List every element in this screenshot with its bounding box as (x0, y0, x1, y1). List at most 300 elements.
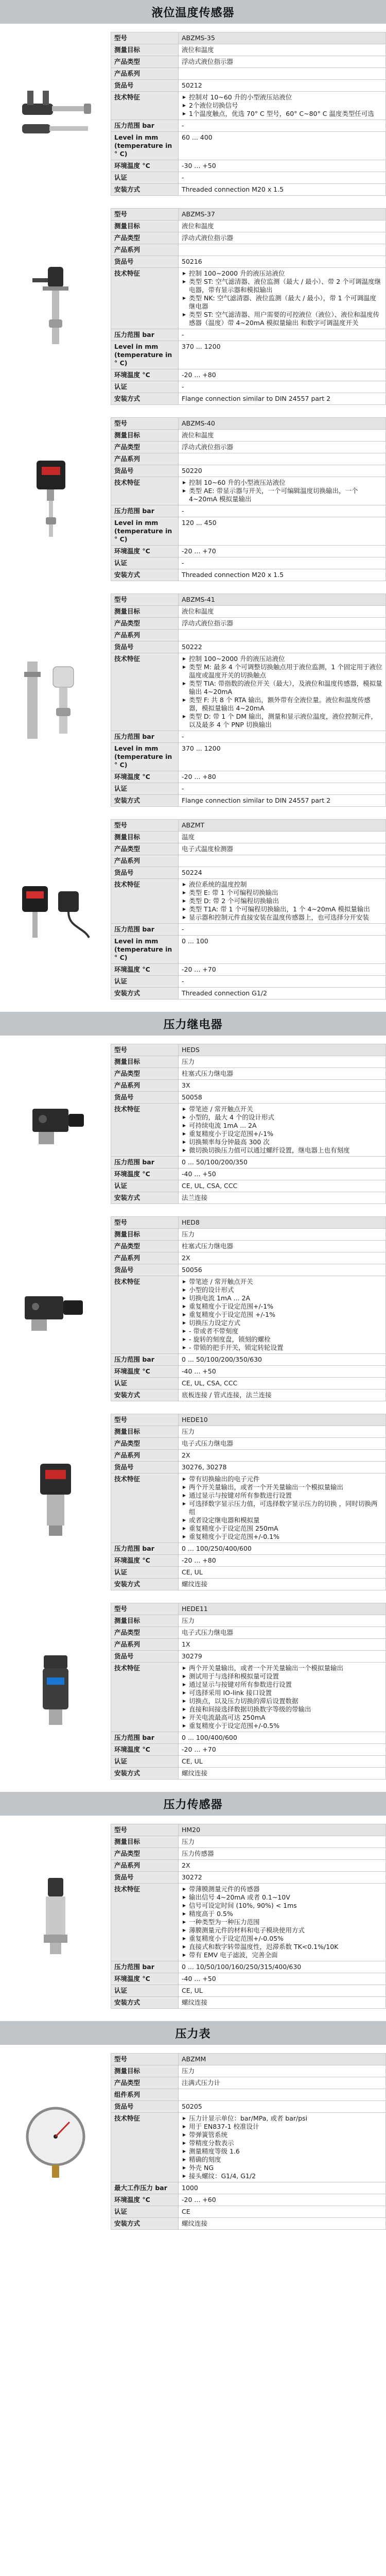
spec-value: CE, UL (179, 1985, 386, 1997)
spec-table (111, 594, 386, 807)
spec-key: 认证 (111, 1567, 179, 1579)
spec-key: 货品号 (111, 256, 179, 268)
feature-item: ▶ 带有切换输出的电子元件 (189, 1475, 382, 1483)
spec-row (111, 1744, 386, 1756)
spec-row (111, 232, 386, 244)
spec-row (111, 1768, 386, 1780)
spec-row (111, 641, 386, 653)
spec-key: Level in mm (temperature in ° C) (111, 517, 179, 546)
spec-row (111, 1872, 386, 1884)
spec-value: - (179, 557, 386, 569)
spec-row (111, 341, 386, 369)
spec-key: 安装方式 (111, 1192, 179, 1204)
spec-row (111, 2218, 386, 2230)
feature-item: ▶ 类型 AE: 带显示器与开关，一个可编辑温度切换输出，一个 4~20mA 模拟量输出 (189, 487, 382, 503)
feature-item: ▶ 控制 10~60 升的小型液压站液位 (189, 479, 382, 487)
spec-key: 测量目标 (111, 1615, 179, 1627)
spec-row (111, 1473, 386, 1543)
spec-value: -20 ... +80 (179, 1555, 386, 1567)
spec-row (111, 92, 386, 120)
spec-row (111, 618, 386, 630)
feature-item: ▶ 通过显示与按键对所有参数进行设置 (189, 1492, 382, 1500)
spec-row (111, 1276, 386, 1354)
spec-row (111, 1997, 386, 2009)
spec-key: 测量目标 (111, 221, 179, 232)
spec-row (111, 120, 386, 132)
spec-value: 法兰连接 (179, 1192, 386, 1204)
spec-key: 型号 (111, 209, 179, 221)
feature-item: ▶ 精确的刻度 (189, 2156, 382, 2164)
product-card (0, 417, 386, 581)
spec-row (111, 1651, 386, 1663)
spec-key: 环境温度 °C (111, 369, 179, 381)
spec-row (111, 1884, 386, 1961)
spec-value: 压力 (179, 1426, 386, 1438)
pressure-gauge-icon (0, 2053, 111, 2230)
feature-item: ▶ 显示器和控制元件直接安装在温度传感器上，也可选择分开安装 (189, 913, 382, 922)
spec-value: CE, UL, CSA, CCC (179, 1378, 386, 1389)
feature-item: ▶ 小型的设计形式 (189, 1286, 382, 1294)
spec-feature-list (179, 92, 386, 120)
spec-key: 认证 (111, 1180, 179, 1192)
spec-key: 货品号 (111, 1872, 179, 1884)
spec-row (111, 56, 386, 68)
spec-key: 认证 (111, 2206, 179, 2218)
spec-row (111, 2089, 386, 2101)
spec-row (111, 465, 386, 477)
spec-value: 螺纹连接 (179, 1997, 386, 2009)
spec-row (111, 795, 386, 807)
product-card (0, 1824, 386, 2009)
spec-row (111, 1663, 386, 1732)
product-card (0, 208, 386, 405)
feature-item: ▶ 类型 E: 带 1 个可编程切换输出 (189, 889, 382, 897)
spec-value: - (179, 329, 386, 341)
spec-key: 技术特征 (111, 1276, 179, 1354)
feature-item: ▶ - 旋转的刻度盘，锁刻的螺栓 (189, 1335, 382, 1344)
spec-value: 液位和温度 (179, 430, 386, 442)
spec-table (111, 1414, 386, 1590)
feature-item: ▶ 通过显示与按键对所有参数进行设置 (189, 1681, 382, 1689)
spec-key: 环境温度 °C (111, 964, 179, 976)
spec-value: 电子式温度检测器 (179, 843, 386, 855)
spec-key: 测量目标 (111, 832, 179, 843)
spec-key: 货品号 (111, 641, 179, 653)
spec-value (179, 855, 386, 867)
spec-value: 50224 (179, 867, 386, 879)
spec-row (111, 1836, 386, 1848)
spec-value: - (179, 924, 386, 936)
spec-value: 50222 (179, 641, 386, 653)
spec-key: 组件系列 (111, 2089, 179, 2101)
spec-row (111, 418, 386, 430)
spec-row (111, 1627, 386, 1639)
spec-key: 产品类型 (111, 843, 179, 855)
spec-value: 50212 (179, 80, 386, 92)
spec-row (111, 1543, 386, 1555)
spec-value: 30272 (179, 1872, 386, 1884)
spec-row (111, 1366, 386, 1378)
spec-table (111, 208, 386, 405)
spec-key: 压力范围 bar (111, 1157, 179, 1168)
spec-value: 螺纹连接 (179, 2218, 386, 2230)
spec-feature-list (179, 653, 386, 731)
spec-row (111, 1579, 386, 1590)
spec-value: - (179, 783, 386, 795)
spec-row (111, 2182, 386, 2194)
spec-key: 压力范围 bar (111, 731, 179, 743)
feature-item: ▶ 重复精度小于设定范围 250mA (189, 1524, 382, 1533)
feature-item: ▶ 切换压力设定方式 (189, 1319, 382, 1327)
spec-row (111, 1354, 386, 1366)
spec-row (111, 430, 386, 442)
spec-key: 环境温度 °C (111, 160, 179, 172)
spec-key: 测量目标 (111, 1229, 179, 1241)
spec-key: 技术特征 (111, 653, 179, 731)
spec-key: 安装方式 (111, 569, 179, 581)
spec-row (111, 783, 386, 795)
feature-item: ▶ 可持续电流 1mA ... 2A (189, 1122, 382, 1130)
spec-value: - (179, 172, 386, 184)
product-card (0, 32, 386, 196)
feature-item: ▶ 类型 M: 最多 4 个可调整切换触点用于液位监测，1 个固定用于液位温度或温度开关的切换触点 (189, 663, 382, 680)
spec-key: 安装方式 (111, 1579, 179, 1590)
spec-feature-list (179, 1104, 386, 1157)
spec-key: 压力范围 bar (111, 924, 179, 936)
spec-key: 型号 (111, 1414, 179, 1426)
spec-value: 注满式压力计 (179, 2077, 386, 2089)
feature-item: ▶ 精度高于 0.5% (189, 1910, 382, 1918)
feature-item: ▶ 类型 D: 带 1 个 DM 输出，测量和显示液位温度，液位控制元件，以及最多 4 个 PNP 切换输出 (189, 713, 382, 729)
spec-value: 液位和温度 (179, 606, 386, 618)
spec-key: 安装方式 (111, 1389, 179, 1401)
spec-key: 技术特征 (111, 92, 179, 120)
spec-value: 液位和温度 (179, 44, 386, 56)
spec-value: 2X (179, 1252, 386, 1264)
spec-value: -40 ... +50 (179, 1973, 386, 1985)
spec-value: 液位和温度 (179, 221, 386, 232)
spec-value: 0 ... 100/250/400/600 (179, 1543, 386, 1555)
spec-row (111, 1462, 386, 1473)
spec-key: 认证 (111, 1378, 179, 1389)
feature-item: ▶ 压力计显示单位：bar/MPa, 或者 bar/psi (189, 2114, 382, 2123)
feature-item: ▶ 薄膜测量元件的材料和电子模块使用方式 (189, 1926, 382, 1935)
spec-row (111, 221, 386, 232)
spec-value: 0 ... 100/400/600 (179, 1732, 386, 1744)
feature-item: ▶ 带笔迹 / 常开触点开关 (189, 1278, 382, 1286)
section-title: 液位温度传感器 (0, 0, 386, 24)
spec-row (111, 2054, 386, 2065)
spec-row (111, 2206, 386, 2218)
spec-key: 型号 (111, 594, 179, 606)
spec-key: 测量目标 (111, 1056, 179, 1068)
feature-item: ▶ 切换频率每分钟最高 300 次 (189, 1138, 382, 1146)
spec-row (111, 820, 386, 832)
spec-row (111, 976, 386, 988)
spec-row (111, 160, 386, 172)
feature-item: ▶ 重复精度小于设定范围+/-1% (189, 1302, 382, 1311)
feature-item: ▶ 带精度分数表示 (189, 2139, 382, 2147)
spec-row (111, 771, 386, 783)
spec-row (111, 924, 386, 936)
spec-key: 认证 (111, 976, 179, 988)
spec-value: CE, UL (179, 1567, 386, 1579)
spec-feature-list (179, 1663, 386, 1732)
spec-key: 环境温度 °C (111, 1744, 179, 1756)
feature-item: ▶ 重复精度小于设定范围 +/-1% (189, 1311, 382, 1319)
spec-row (111, 1068, 386, 1080)
spec-row (111, 988, 386, 999)
spec-row (111, 1961, 386, 1973)
spec-row (111, 1378, 386, 1389)
spec-row (111, 1192, 386, 1204)
spec-row (111, 1848, 386, 1860)
spec-value: -40 ... +50 (179, 1168, 386, 1180)
spec-value: Threaded connection G1/2 (179, 988, 386, 999)
spec-key: 货品号 (111, 867, 179, 879)
feature-item: ▶ 两个开关量输出，或者一个开关量输出一个模拟量输出 (189, 1664, 382, 1672)
spec-key: 测量目标 (111, 430, 179, 442)
feature-item: ▶ 类型 ST: 空气滤清器、液位监测（最大 / 最小）、带 2 个可调温度继电器，带有显示器和模拟输出 (189, 278, 382, 294)
spec-key: 安装方式 (111, 988, 179, 999)
feature-item: ▶ 输出信号 4~20mA 或者 0.1~10V (189, 1893, 382, 1902)
spec-key: 压力范围 bar (111, 1354, 179, 1366)
spec-value: - (179, 120, 386, 132)
feature-item: ▶ 带薄膜测量元件的传感器 (189, 1885, 382, 1893)
spec-feature-list (179, 1884, 386, 1961)
feature-item: ▶ 重复精度小于设定范围+/-0.05% (189, 1935, 382, 1943)
feature-item: ▶ 直接和间接选择数据切换数字等级的带输出 (189, 1705, 382, 1714)
feature-item: ▶ 重复精度小于设定范围+/-1% (189, 1130, 382, 1138)
spec-row (111, 743, 386, 771)
spec-key: 产品系列 (111, 453, 179, 465)
spec-key: 环境温度 °C (111, 1973, 179, 1985)
spec-row (111, 1756, 386, 1768)
spec-table (111, 417, 386, 581)
spec-key: 产品类型 (111, 618, 179, 630)
spec-value: 螺纹连接 (179, 1768, 386, 1780)
spec-key: 型号 (111, 1603, 179, 1615)
spec-value: ABZMS-40 (179, 418, 386, 430)
spec-row (111, 2065, 386, 2077)
spec-key: 认证 (111, 783, 179, 795)
spec-value: ABZMM (179, 2054, 386, 2065)
spec-row (111, 1639, 386, 1651)
spec-key: 型号 (111, 1824, 179, 1836)
spec-row (111, 1426, 386, 1438)
spec-key: 环境温度 °C (111, 1168, 179, 1180)
spec-key: 产品系列 (111, 855, 179, 867)
spec-row (111, 80, 386, 92)
spec-value: 浮动式液位指示器 (179, 442, 386, 453)
feature-item: ▶ 带笔迹 / 常开触点开关 (189, 1105, 382, 1113)
spec-value: Threaded connection M20 x 1.5 (179, 184, 386, 196)
spec-row (111, 453, 386, 465)
spec-row (111, 1080, 386, 1092)
feature-item: ▶ 测量精度等级 1.6 (189, 2147, 382, 2156)
spec-row (111, 879, 386, 924)
spec-key: 型号 (111, 418, 179, 430)
spec-key: 货品号 (111, 80, 179, 92)
compact-pressure-switch-icon (0, 1603, 111, 1780)
spec-row (111, 1389, 386, 1401)
spec-value: 1000 (179, 2182, 386, 2194)
spec-key: 技术特征 (111, 477, 179, 505)
spec-key: 技术特征 (111, 1473, 179, 1543)
spec-row (111, 1615, 386, 1627)
spec-key: 货品号 (111, 1092, 179, 1104)
spec-value: ABZMT (179, 820, 386, 832)
feature-item: ▶ 控制对 10~60 升的小型液压站液位 (189, 93, 382, 101)
spec-value: - (179, 976, 386, 988)
spec-row (111, 329, 386, 341)
spec-row (111, 369, 386, 381)
spec-value: 1X (179, 1639, 386, 1651)
spec-key: 安装方式 (111, 1997, 179, 2009)
spec-value (179, 630, 386, 641)
spec-row (111, 517, 386, 546)
spec-key: 型号 (111, 1217, 179, 1229)
electronic-pressure-switch-icon (0, 1414, 111, 1590)
spec-table (111, 1824, 386, 2009)
spec-row (111, 505, 386, 517)
spec-key: 产品系列 (111, 68, 179, 80)
spec-table (111, 1603, 386, 1780)
spec-key: 货品号 (111, 1651, 179, 1663)
spec-row (111, 1157, 386, 1168)
spec-value: ABZMS-35 (179, 32, 386, 44)
spec-feature-list (179, 1473, 386, 1543)
feature-item: ▶ 开关电流最高可达 250mA (189, 1714, 382, 1722)
spec-row (111, 1241, 386, 1252)
spec-key: 产品系列 (111, 1450, 179, 1462)
spec-row (111, 546, 386, 557)
spec-value: 370 ... 1200 (179, 341, 386, 369)
spec-feature-list (179, 268, 386, 329)
feature-item: ▶ 类型 F: 共 8 个 RTA 输出，额外带有全液位量。液位和温度传感器，模拟量输出 4~20mA (189, 696, 382, 713)
spec-key: 测量目标 (111, 606, 179, 618)
spec-key: 技术特征 (111, 2113, 179, 2182)
feature-item: ▶ 控制 100~2000 升的液压站液位 (189, 269, 382, 278)
spec-key: 产品类型 (111, 2077, 179, 2089)
spec-value: 3X (179, 1080, 386, 1092)
spec-value: - (179, 381, 386, 393)
spec-table (111, 32, 386, 196)
spec-value: Threaded connection M20 x 1.5 (179, 569, 386, 581)
spec-row (111, 184, 386, 196)
product-card (0, 2053, 386, 2230)
spec-feature-list (179, 2113, 386, 2182)
spec-key: 产品系列 (111, 1639, 179, 1651)
spec-value: HM20 (179, 1824, 386, 1836)
spec-row (111, 2194, 386, 2206)
piston-pressure-switch-2-icon (0, 1216, 111, 1401)
spec-value: 浮动式液位指示器 (179, 56, 386, 68)
spec-value: Flange connection similar to DIN 24557 part 2 (179, 795, 386, 807)
spec-row (111, 68, 386, 80)
feature-item: ▶ - 带锁的把手开关，锁定转轮设置 (189, 1344, 382, 1352)
spec-key: 货品号 (111, 1462, 179, 1473)
spec-row (111, 1104, 386, 1157)
spec-table (111, 2053, 386, 2230)
spec-row (111, 1264, 386, 1276)
spec-key: 压力范围 bar (111, 120, 179, 132)
feature-item: ▶ 接头螺纹：G1/4, G1/2 (189, 2172, 382, 2180)
feature-item: ▶ 类型 T1A: 带 1 个可编程切换输出，1 个 4~20mA 模拟量输出 (189, 905, 382, 913)
spec-key: 产品类型 (111, 1627, 179, 1639)
spec-key: 测量目标 (111, 2065, 179, 2077)
spec-value: -20 ... +80 (179, 369, 386, 381)
spec-key: 安装方式 (111, 1768, 179, 1780)
spec-table (111, 1044, 386, 1204)
spec-key: 压力范围 bar (111, 1732, 179, 1744)
spec-value: CE, UL, CSA, CCC (179, 1180, 386, 1192)
spec-key: Level in mm (temperature in ° C) (111, 743, 179, 771)
spec-value: 压力 (179, 1229, 386, 1241)
spec-key: 产品类型 (111, 442, 179, 453)
feature-item: ▶ 两个开关量输出，或者一个开关量输出一个模拟量输出 (189, 1483, 382, 1492)
spec-value: 30276, 30278 (179, 1462, 386, 1473)
spec-value: 50205 (179, 2101, 386, 2113)
spec-row (111, 964, 386, 976)
spec-row (111, 606, 386, 618)
feature-item: ▶ 切换电流 1mA ... 2A (189, 1294, 382, 1302)
spec-row (111, 244, 386, 256)
spec-key: 认证 (111, 1985, 179, 1997)
section-title: 压力传感器 (0, 1792, 386, 1816)
spec-key: 技术特征 (111, 879, 179, 924)
spec-value: -20 ... +70 (179, 546, 386, 557)
level-rod-sensor-icon (0, 32, 111, 196)
feature-item: ▶ 带弹簧管系统 (189, 2131, 382, 2139)
spec-key: Level in mm (temperature in ° C) (111, 132, 179, 160)
spec-row (111, 132, 386, 160)
spec-row (111, 1450, 386, 1462)
spec-value: ABZMS-41 (179, 594, 386, 606)
spec-value (179, 68, 386, 80)
spec-value: -20 ... +80 (179, 771, 386, 783)
spec-row (111, 1824, 386, 1836)
spec-value: 0 ... 10/50/100/160/250/315/400/630 (179, 1961, 386, 1973)
feature-item: ▶ 类型 TIA: 带指数的液位开关（最大），及液位和温度传感器，模拟量输出 4~20mA (189, 680, 382, 696)
spec-value: 60 ... 400 (179, 132, 386, 160)
feature-item: ▶ 类型 NK: 空气滤清器、液位监测（最大 / 最小），带 1 个可调温度继电器 (189, 294, 382, 311)
spec-row (111, 1092, 386, 1104)
spec-value: -30 ... +50 (179, 160, 386, 172)
spec-key: 压力范围 bar (111, 1543, 179, 1555)
spec-value: Flange connection similar to DIN 24557 part 2 (179, 393, 386, 405)
spec-row (111, 867, 386, 879)
section-title: 压力表 (0, 2021, 386, 2045)
spec-value: -20 ... +60 (179, 2194, 386, 2206)
spec-key: 环境温度 °C (111, 546, 179, 557)
spec-key: 产品系列 (111, 1252, 179, 1264)
spec-value (179, 2089, 386, 2101)
spec-row (111, 2113, 386, 2182)
spec-row (111, 653, 386, 731)
spec-row (111, 936, 386, 964)
spec-value (179, 453, 386, 465)
spec-value: 50216 (179, 256, 386, 268)
spec-row (111, 1217, 386, 1229)
spec-row (111, 393, 386, 405)
spec-row (111, 256, 386, 268)
feature-item: ▶ 可选择采用 IO-link 接口设置 (189, 1689, 382, 1697)
spec-row (111, 1168, 386, 1180)
spec-row (111, 477, 386, 505)
spec-value: 2X (179, 1860, 386, 1872)
spec-key: Level in mm (temperature in ° C) (111, 936, 179, 964)
